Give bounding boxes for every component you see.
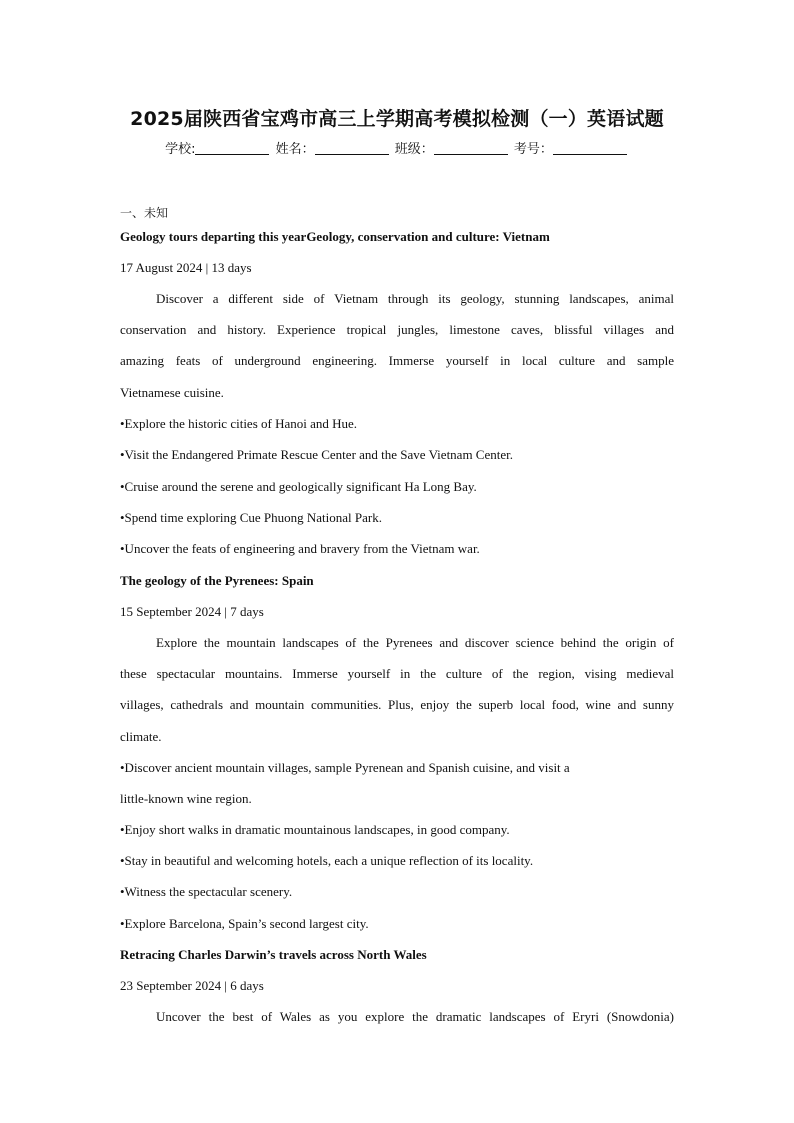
class-label: 班级： (394, 142, 434, 157)
exam-number-blank[interactable] (553, 141, 627, 155)
name-blank[interactable] (315, 141, 389, 155)
page-title: 2025届陕西省宝鸡市高三上学期高考模拟检测（一）英语试题 (130, 108, 664, 130)
tour1-date: 17 August 2024 | 13 days (120, 260, 252, 275)
section-heading: 一、未知 (120, 206, 169, 220)
tour1-para-line: Discover a different side of Vietnam through its geology, stunning landscapes, animal (156, 291, 674, 306)
tour3-date: 23 September 2024 | 6 days (120, 978, 264, 993)
tour1-bullet: •Spend time exploring Cue Phuong National Park. (120, 510, 382, 525)
exam-number-label: 考号： (513, 142, 553, 157)
tour2-bullet: •Explore Barcelona, Spain’s second largest city. (120, 916, 369, 931)
tour1-bullet: •Explore the historic cities of Hanoi and Hue. (120, 416, 358, 431)
tour2-para-line: Explore the mountain landscapes of the Pyrenees and discover science behind the origin of (156, 635, 674, 650)
tour2-para-line: these spectacular mountains. Immerse yourself in the culture of the region, vising medieval (120, 666, 674, 681)
tour1-bullet: •Uncover the feats of engineering and bravery from the Vietnam war. (120, 541, 480, 556)
tour2-bullet: •Discover ancient mountain villages, sample Pyrenean and Spanish cuisine, and visit a (120, 760, 570, 775)
tour2-bullet: •Stay in beautiful and welcoming hotels, each a unique reflection of its locality. (120, 853, 534, 868)
student-info-row (0, 138, 794, 157)
tour1-heading: Geology tours departing this yearGeology, conservation and culture: Vietnam (120, 229, 550, 244)
tour3-heading: Retracing Charles Darwin’s travels across North Wales (120, 947, 427, 962)
tour2-bullet: little-known wine region. (120, 791, 252, 806)
name-label: 姓名： (275, 142, 315, 157)
tour1-bullet: •Cruise around the serene and geologically significant Ha Long Bay. (120, 479, 477, 494)
school-label: 学校: (165, 142, 196, 157)
tour2-bullet: •Enjoy short walks in dramatic mountainous landscapes, in good company. (120, 822, 510, 837)
class-blank[interactable] (434, 141, 508, 155)
tour2-bullet: •Witness the spectacular scenery. (120, 884, 293, 899)
school-blank[interactable] (195, 141, 269, 155)
tour3-para-line: Uncover the best of Wales as you explore the dramatic landscapes of Eryri (Snowdonia) (156, 1009, 674, 1024)
tour1-bullet: •Visit the Endangered Primate Rescue Center and the Save Vietnam Center. (120, 447, 513, 462)
tour2-date: 15 September 2024 | 7 days (120, 604, 264, 619)
tour1-para-line: amazing feats of underground engineering. Immerse yourself in local culture and sample (120, 353, 674, 368)
tour2-heading: The geology of the Pyrenees: Spain (120, 573, 314, 588)
tour2-para-line: villages, cathedrals and mountain communities. Plus, enjoy the superb local food, wine and sunny (120, 697, 674, 712)
tour1-para-line: Vietnamese cuisine. (120, 385, 224, 400)
tour2-para-line: climate. (120, 729, 162, 744)
tour1-para-line: conservation and history. Experience tropical jungles, limestone caves, blissful villages and (120, 322, 674, 337)
